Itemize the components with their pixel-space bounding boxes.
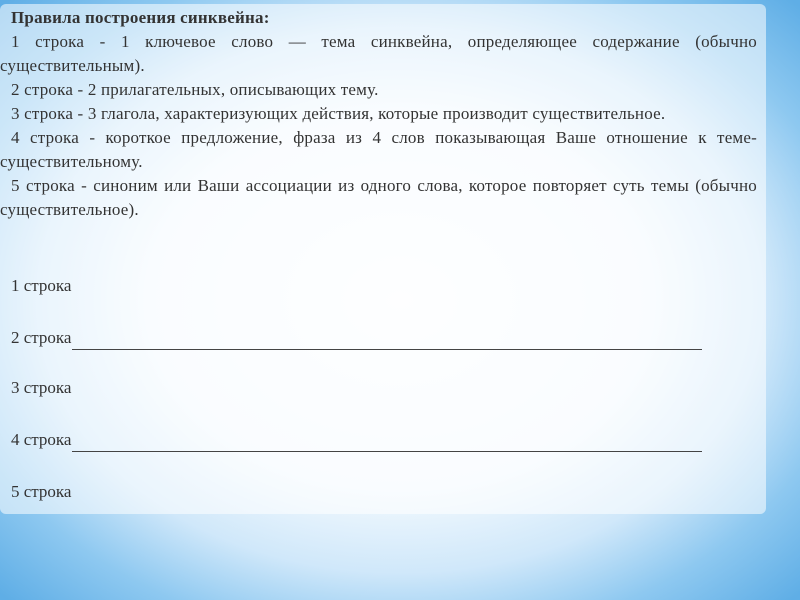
- worksheet-line-label: 3 строка: [11, 378, 72, 397]
- worksheet-line-5: [11, 480, 71, 504]
- rules-title: Правила построения синквейна:: [11, 8, 270, 27]
- rule-item-1: 1 строка - 1 ключевое слово — тема синквейна, определяющее содержание (обычно существительным).: [0, 32, 757, 75]
- rules-section: [0, 6, 757, 222]
- answer-blank[interactable]: [72, 331, 702, 350]
- worksheet-line-label: 1 строка: [11, 276, 72, 295]
- worksheet-line-label: 5 строка: [11, 482, 72, 501]
- worksheet-line-label: 2 строка: [11, 328, 72, 347]
- worksheet-line-2: [11, 326, 702, 350]
- rule-item-2: 2 строка - 2 прилагательных, описывающих тему.: [11, 80, 379, 99]
- worksheet-line-label: 4 строка: [11, 430, 72, 449]
- rule-item-4: 4 строка - короткое предложение, фраза из 4 слов показывающая Ваше отношение к теме-существительному.: [0, 128, 757, 171]
- rule-item-5: 5 строка - синоним или Ваши ассоциации из одного слова, которое повторяет суть темы (обычно существительное).: [0, 176, 757, 219]
- worksheet-line-3: [11, 376, 71, 400]
- worksheet-line-4: [11, 428, 702, 452]
- worksheet-line-1: [11, 274, 71, 298]
- answer-blank[interactable]: [72, 433, 702, 452]
- rule-item-3: 3 строка - 3 глагола, характеризующих действия, которые производит существительное.: [11, 104, 666, 123]
